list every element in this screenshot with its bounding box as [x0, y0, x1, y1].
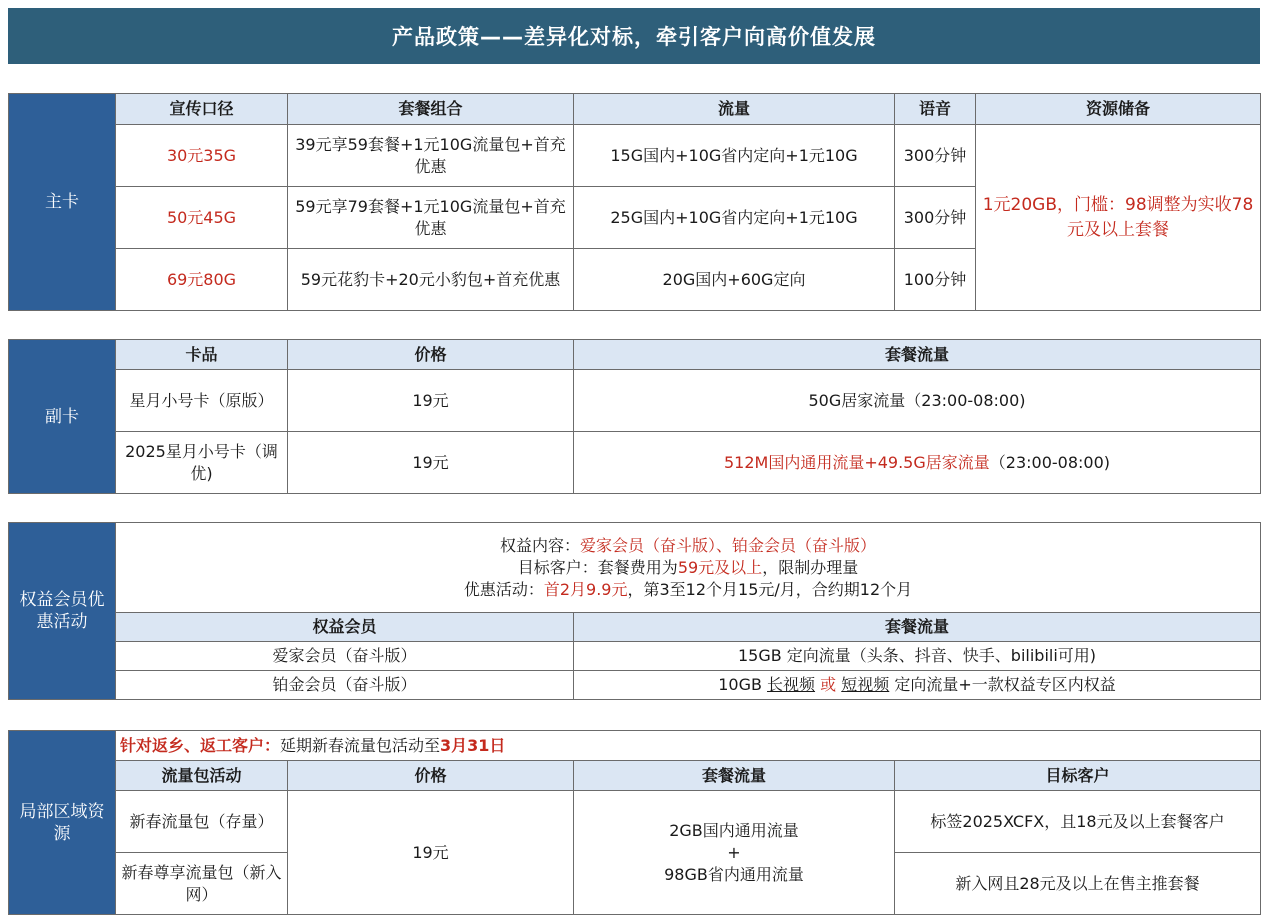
membership-traffic-cell: 15GB 定向流量（头条、抖音、快手、bilibili可用) — [574, 642, 1261, 671]
reserve-cell: 1元20GB，门槛：98调整为实收78元及以上套餐 — [976, 125, 1261, 311]
header-package-activity: 流量包活动 — [116, 761, 288, 791]
sub-card-table — [8, 339, 1261, 494]
header-slogan: 宣传口径 — [116, 94, 288, 125]
header-membership: 权益会员 — [116, 613, 574, 642]
combo-cell: 59元花豹卡+20元小豹包+首充优惠 — [288, 249, 574, 311]
activity-name-cell: 新春尊享流量包（新入网） — [116, 853, 288, 915]
short-video-text: 短视频 — [841, 675, 890, 694]
voice-cell: 100分钟 — [895, 249, 976, 311]
activity-name-cell: 新春流量包（存量） — [116, 791, 288, 853]
header-price: 价格 — [288, 340, 574, 370]
page-title: 产品政策——差异化对标，牵引客户向高价值发展 — [8, 8, 1260, 64]
main-card-table — [8, 93, 1261, 311]
promotion-line: 优惠活动：首2月9.9元，第3至12个月15元/月，合约期12个月 — [463, 579, 913, 599]
voice-cell: 300分钟 — [895, 125, 976, 187]
header-combo: 套餐组合 — [288, 94, 574, 125]
membership-label: 权益会员优惠活动 — [9, 523, 116, 700]
membership-traffic-cell: 10GB 长视频 或 短视频 定向流量+一款权益专区内权益 — [574, 671, 1261, 700]
card-name-cell: 2025星月小号卡（调优) — [116, 432, 288, 494]
traffic-cell: 15G国内+10G省内定向+1元10G — [574, 125, 895, 187]
membership-info — [116, 523, 1261, 613]
benefit-content-line: 权益内容：爱家会员（奋斗版）、铂金会员（奋斗版） — [499, 535, 877, 555]
regional-label: 局部区域资源 — [9, 731, 116, 915]
target-customer-cell: 新入网且28元及以上在售主推套餐 — [895, 853, 1261, 915]
membership-name-cell: 铂金会员（奋斗版） — [116, 671, 574, 700]
traffic-time: （23:00-08:00) — [989, 452, 1111, 472]
traffic-cell: 25G国内+10G省内定向+1元10G — [574, 187, 895, 249]
sub-card-label: 副卡 — [9, 340, 116, 494]
target-customer-cell: 标签2025XCFX，且18元及以上套餐客户 — [895, 791, 1261, 853]
header-traffic: 流量 — [574, 94, 895, 125]
header-reserve: 资源储备 — [976, 94, 1261, 125]
price-cell: 19元 — [288, 370, 574, 432]
membership-name-cell: 爱家会员（奋斗版） — [116, 642, 574, 671]
header-package-traffic: 套餐流量 — [574, 613, 1261, 642]
traffic-highlight: 512M国内通用流量+49.5G居家流量 — [723, 452, 990, 472]
header-package-traffic: 套餐流量 — [574, 761, 895, 791]
header-card: 卡品 — [116, 340, 288, 370]
price-cell: 19元 — [288, 432, 574, 494]
package-traffic-cell — [574, 432, 1261, 494]
header-voice: 语音 — [895, 94, 976, 125]
voice-cell: 300分钟 — [895, 187, 976, 249]
main-card-label: 主卡 — [9, 94, 116, 311]
combo-cell: 39元享59套餐+1元10G流量包+首充优惠 — [288, 125, 574, 187]
regional-price-cell: 19元 — [288, 791, 574, 915]
traffic-cell: 20G国内+60G定向 — [574, 249, 895, 311]
card-name-cell: 星月小号卡（原版） — [116, 370, 288, 432]
slogan-cell: 69元80G — [116, 249, 288, 311]
regional-traffic-cell: 2GB国内通用流量 + 98GB省内通用流量 — [574, 791, 895, 915]
membership-table — [8, 522, 1261, 700]
slogan-cell: 30元35G — [116, 125, 288, 187]
regional-table — [8, 730, 1261, 915]
slogan-cell: 50元45G — [116, 187, 288, 249]
long-video-text: 长视频 — [767, 675, 816, 694]
package-traffic-cell: 50G居家流量（23:00-08:00) — [574, 370, 1261, 432]
header-package-traffic: 套餐流量 — [574, 340, 1261, 370]
combo-cell: 59元享79套餐+1元10G流量包+首充优惠 — [288, 187, 574, 249]
header-target-customer: 目标客户 — [895, 761, 1261, 791]
regional-notice: 针对返乡、返工客户：延期新春流量包活动至3月31日 — [116, 731, 1261, 761]
header-price: 价格 — [288, 761, 574, 791]
target-customer-line: 目标客户：套餐费用为59元及以上，限制办理量 — [517, 557, 859, 577]
